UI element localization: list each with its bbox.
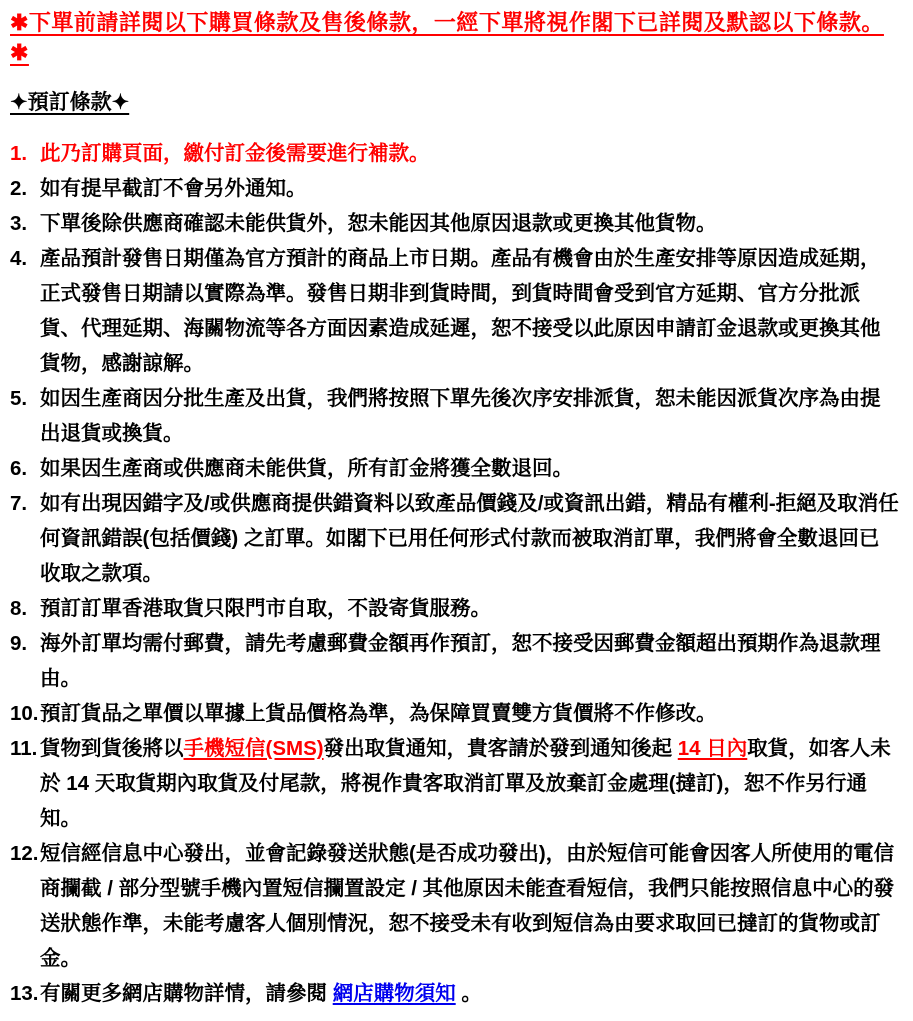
term-item: [10, 381, 899, 451]
term-text-segment: 14 日內: [677, 737, 748, 760]
term-item: [10, 836, 899, 976]
term-text-segment: 海外訂單均需付郵費，請先考慮郵費金額再作預訂，恕不接受因郵費金額超出預期作為退款理由。: [40, 632, 881, 690]
term-text: [40, 136, 899, 171]
term-number: 6.: [10, 457, 28, 480]
term-number: 3.: [10, 212, 28, 235]
term-number: 10.: [10, 702, 39, 725]
term-text-segment: 發出取貨通知，貴客請於發到通知後起: [323, 737, 678, 760]
term-number: 9.: [10, 632, 28, 655]
terms-list: [10, 136, 899, 1011]
term-number: 13.: [10, 982, 39, 1005]
term-number: 8.: [10, 597, 28, 620]
term-text-segment: 下單後除供應商確認未能供貨外，恕未能因其他原因退款或更換其他貨物。: [40, 212, 717, 235]
term-item: [10, 976, 899, 1011]
term-text-segment: 預訂訂單香港取貨只限門市自取，不設寄貨服務。: [40, 597, 491, 620]
term-number: 2.: [10, 177, 28, 200]
term-number: 12.: [10, 842, 39, 865]
term-text-segment: 如因生產商因分批生產及出貨，我們將按照下單先後次序安排派貨，恕未能因派貨次序為由提出退貨或換貨。: [40, 387, 881, 445]
term-item: [10, 731, 899, 836]
term-number: 5.: [10, 387, 28, 410]
term-item: [10, 241, 899, 381]
term-text-segment: 取貨，如客人未於 14 天取貨期內取貨及付尾款，將視作貴客取消訂單及放棄訂金處理(撻訂)，恕不作另行通知。: [40, 737, 891, 830]
term-text: [40, 836, 899, 976]
term-item: [10, 206, 899, 241]
term-item: [10, 486, 899, 591]
term-item: [10, 591, 899, 626]
term-text-segment: 短信經信息中心發出，並會記錄發送狀態(是否成功發出)，由於短信可能會因客人所使用的電信商攔截 / 部分型號手機內置短信攔置設定 / 其他原因未能查看短信，我們只能按照信息中心的發送狀態作準，未能考慮客人個別情況，恕不接受未有收到短信為由要求取回已撻訂的貨物或訂金。: [40, 842, 895, 970]
term-text-segment: 預訂貨品之單價以單據上貨品價格為準，為保障買賣雙方貨價將不作修改。: [40, 702, 717, 725]
term-text-segment: 如有提早截訂不會另外通知。: [40, 177, 307, 200]
term-text-segment: 如有出現因錯字及/或供應商提供錯資料以致產品價錢及/或資訊出錯，精品有權利-拒絕及取消任何資訊錯誤(包括價錢) 之訂單。如閣下已用任何形式付款而被取消訂單，我們將會全數退回已收取之款項。: [40, 492, 899, 585]
term-item: [10, 136, 899, 171]
term-text-segment: 產品預計發售日期僅為官方預計的商品上市日期。產品有機會由於生產安排等原因造成延期，正式發售日期請以實際為準。發售日期非到貨時間，到貨時間會受到官方延期、官方分批派貨、代理延期、海關物流等各方面因素造成延遲，恕不接受以此原因申請訂金退款或更換其他貨物，感謝諒解。: [40, 247, 881, 375]
term-item: [10, 451, 899, 486]
term-text-segment: 此乃訂購頁面，繳付訂金後需要進行補款。: [40, 142, 430, 165]
term-number: 4.: [10, 247, 28, 270]
term-text: [40, 626, 899, 696]
term-text: [40, 486, 899, 591]
term-number: 7.: [10, 492, 28, 515]
term-text-segment: 有關更多網店購物詳情，請參閱: [40, 982, 333, 1005]
term-text: [40, 206, 899, 241]
term-text-segment: 手機短信(SMS): [183, 737, 324, 760]
term-text: [40, 451, 899, 486]
section-title-row: [10, 88, 899, 118]
term-item: [10, 171, 899, 206]
term-text: [40, 976, 899, 1011]
term-text-segment: 。: [455, 982, 482, 1005]
term-text: [40, 171, 899, 206]
term-text: [40, 731, 899, 836]
pre-order-warning-header: ✱下單前請詳閱以下購買條款及售後條款，一經下單將視作閣下已詳閱及默認以下條款。✱: [10, 10, 884, 65]
term-item: [10, 626, 899, 696]
term-text-segment: 貨物到貨後將以: [40, 737, 184, 760]
term-item: [10, 696, 899, 731]
term-text: [40, 241, 899, 381]
term-text: [40, 381, 899, 451]
section-title: ✦預訂條款✦: [10, 91, 130, 114]
term-number: 11.: [10, 737, 38, 760]
term-number: 1.: [10, 142, 28, 165]
term-text: [40, 591, 899, 626]
shop-guide-link[interactable]: 網店購物須知: [332, 982, 456, 1005]
term-text: [40, 696, 899, 731]
term-text-segment: 如果因生產商或供應商未能供貨，所有訂金將獲全數退回。: [40, 457, 573, 480]
